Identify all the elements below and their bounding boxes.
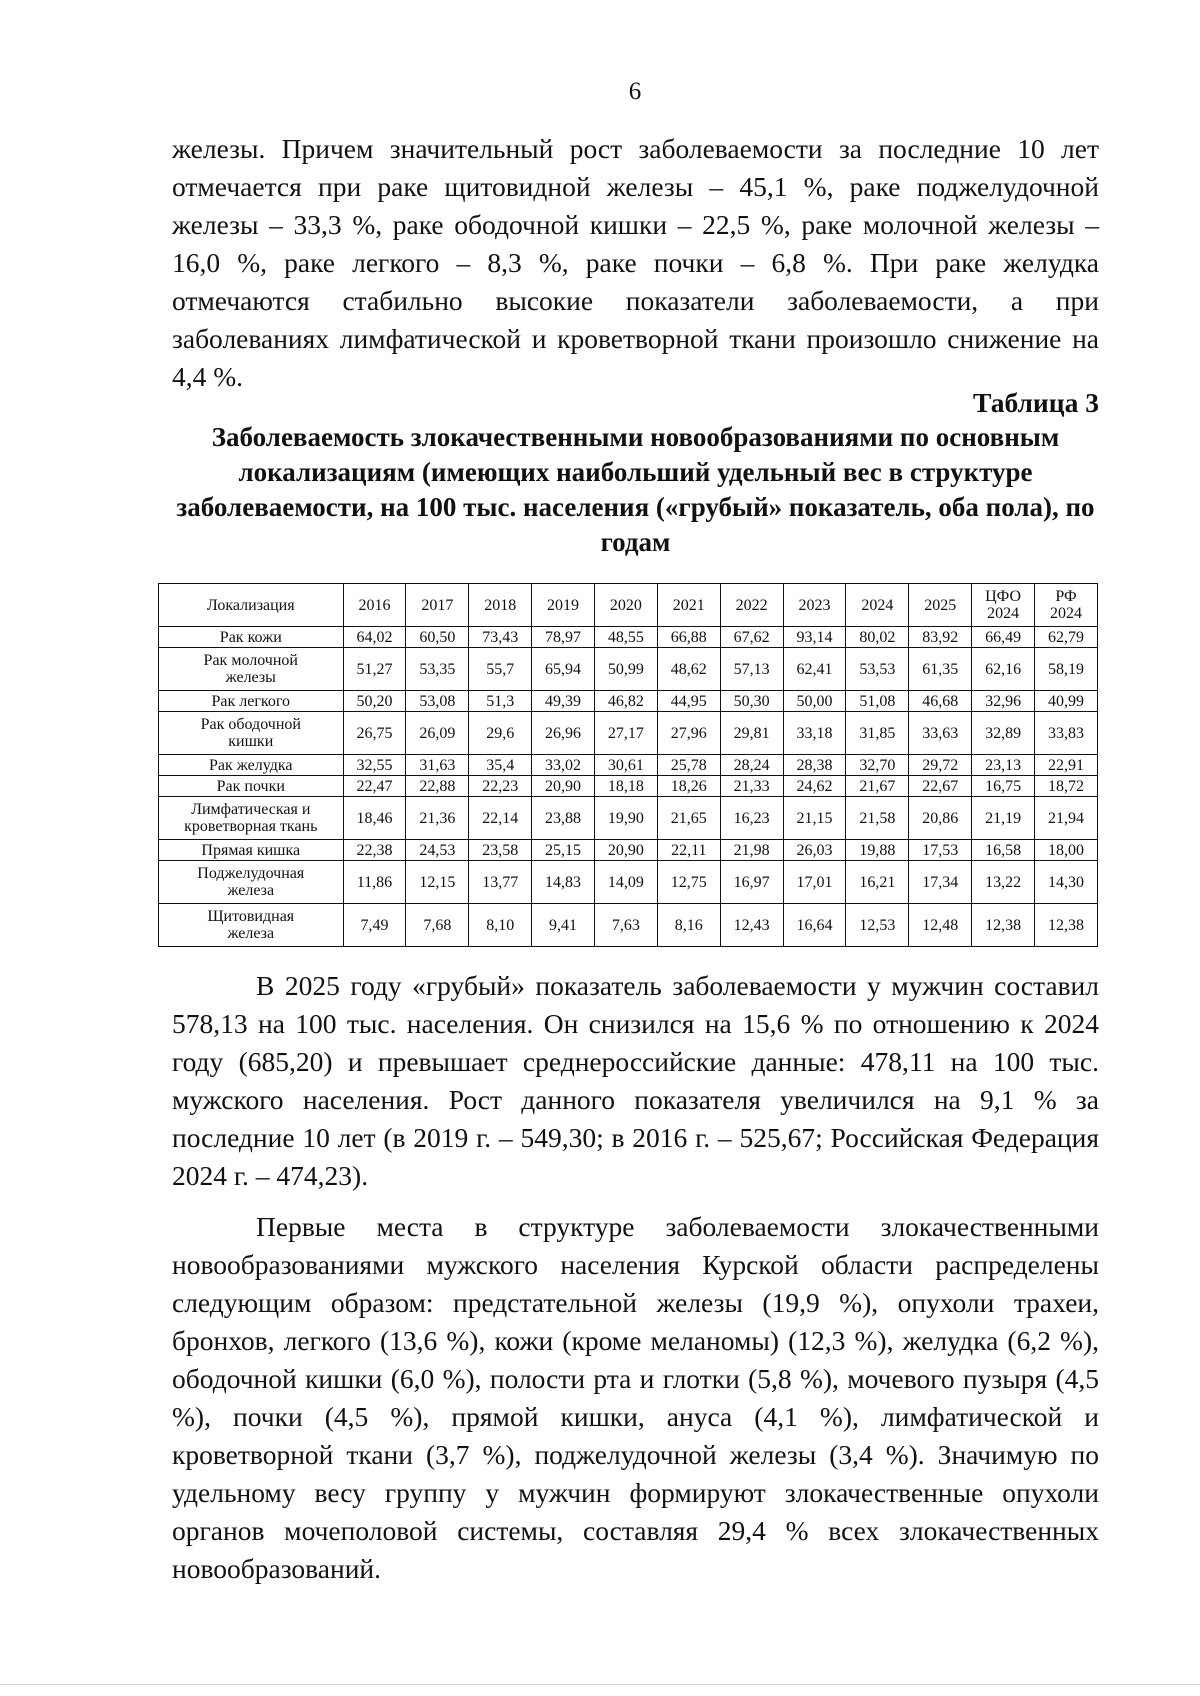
table-cell: 21,58 [846,797,909,840]
header-rf-line2: 2024 [1050,605,1082,622]
table-cell: 50,00 [783,691,846,712]
table-cell: 26,75 [343,712,406,755]
header-localization: Локализация [159,584,344,627]
table-cell: 73,43 [469,627,532,648]
row-localization: Рак почки [159,776,344,797]
table-cell: 26,96 [532,712,595,755]
table-cell: 21,67 [846,776,909,797]
header-year: 2020 [594,584,657,627]
header-year: 2022 [720,584,783,627]
table-row [159,861,1098,904]
table-cell: 29,72 [909,755,972,776]
table-cell: 12,38 [1035,904,1098,947]
table-cell: 62,41 [783,648,846,691]
page-edge-line [0,1684,1200,1685]
header-year: 2024 [846,584,909,627]
row-localization-line2: железа [227,882,275,899]
table-cell: 51,08 [846,691,909,712]
header-cfo [972,584,1035,627]
table-cell: 18,00 [1035,840,1098,861]
table-cell: 18,72 [1035,776,1098,797]
table-cell: 32,55 [343,755,406,776]
table-cell: 66,49 [972,627,1035,648]
header-rf-line1: РФ [1055,588,1077,605]
table-cell: 55,7 [469,648,532,691]
table-row [159,627,1098,648]
table-cell: 9,41 [532,904,595,947]
table-cell: 20,90 [532,776,595,797]
table-cell: 22,47 [343,776,406,797]
table-cell: 44,95 [657,691,720,712]
table-cell: 14,30 [1035,861,1098,904]
row-localization [159,797,344,840]
table-cell: 66,88 [657,627,720,648]
table-cell: 50,99 [594,648,657,691]
header-year: 2019 [532,584,595,627]
table-cell: 49,39 [532,691,595,712]
table-cell: 20,86 [909,797,972,840]
row-localization [159,904,344,947]
table-cell: 61,35 [909,648,972,691]
table-cell: 93,14 [783,627,846,648]
table-row [159,797,1098,840]
table-cell: 12,38 [972,904,1035,947]
row-localization [159,861,344,904]
table-cell: 21,94 [1035,797,1098,840]
table-cell: 13,77 [469,861,532,904]
table-cell: 50,20 [343,691,406,712]
table-cell: 57,13 [720,648,783,691]
row-localization: Рак легкого [159,691,344,712]
table-cell: 33,83 [1035,712,1098,755]
table-cell: 12,43 [720,904,783,947]
table-cell: 65,94 [532,648,595,691]
row-localization-line1: Рак ободочной [200,716,301,733]
table-cell: 12,53 [846,904,909,947]
paragraph-intro: железы. Причем значительный рост заболеваемости за последние 10 лет отмечается при раке щитовидной железы – 45,1 %, раке поджелудочной железы – 33,3 %, раке ободочной кишки – 22,5 %, раке молочной железы – 16,0 %, раке легкого – 8,3 %, раке почки – 6,8 %. При раке желудка отмечаются стабильно высокие показатели заболеваемости, а при заболеваниях лимфатической и кроветворной ткани произошло снижение на 4,4 %. [172,133,1099,392]
table-cell: 30,61 [594,755,657,776]
table-cell: 26,09 [406,712,469,755]
incidence-table [158,583,1098,947]
table-cell: 17,53 [909,840,972,861]
table-cell: 60,50 [406,627,469,648]
header-cfo-line2: 2024 [987,605,1020,622]
table-cell: 7,63 [594,904,657,947]
table-cell: 22,38 [343,840,406,861]
page-number: 6 [628,78,642,105]
header-cfo-line1: ЦФО [985,588,1022,605]
table-cell: 20,90 [594,840,657,861]
table-cell: 13,22 [972,861,1035,904]
header-year: 2025 [909,584,972,627]
table-cell: 31,63 [406,755,469,776]
header-year: 2018 [469,584,532,627]
table-row [159,712,1098,755]
table-header-row [159,584,1098,627]
table-cell: 8,10 [469,904,532,947]
row-localization: Рак желудка [159,755,344,776]
table-cell: 58,19 [1035,648,1098,691]
table-cell: 50,30 [720,691,783,712]
table-cell: 32,96 [972,691,1035,712]
row-localization: Прямая кишка [159,840,344,861]
table-cell: 22,88 [406,776,469,797]
table-cell: 51,3 [469,691,532,712]
table-cell: 7,49 [343,904,406,947]
table-cell: 35,4 [469,755,532,776]
table-cell: 40,99 [1035,691,1098,712]
table-cell: 33,63 [909,712,972,755]
table-cell: 16,23 [720,797,783,840]
table-cell: 21,98 [720,840,783,861]
table-cell: 27,96 [657,712,720,755]
table-cell: 21,36 [406,797,469,840]
table-cell: 23,13 [972,755,1035,776]
table-cell: 22,91 [1035,755,1098,776]
table-cell: 46,68 [909,691,972,712]
table-row [159,904,1098,947]
table-cell: 11,86 [343,861,406,904]
table-cell: 27,17 [594,712,657,755]
table-cell: 18,18 [594,776,657,797]
table-cell: 62,79 [1035,627,1098,648]
table-cell: 12,48 [909,904,972,947]
table-row [159,648,1098,691]
table-cell: 28,24 [720,755,783,776]
table-cell: 28,38 [783,755,846,776]
table-cell: 17,01 [783,861,846,904]
table-cell: 8,16 [657,904,720,947]
header-year: 2016 [343,584,406,627]
table-cell: 22,14 [469,797,532,840]
row-localization-line1: Поджелудочная [197,865,305,882]
table-label: Таблица 3 [973,387,1099,418]
table-cell: 25,78 [657,755,720,776]
table-cell: 12,75 [657,861,720,904]
table-cell: 21,15 [783,797,846,840]
table-cell: 19,90 [594,797,657,840]
table-cell: 16,97 [720,861,783,904]
table-cell: 25,15 [532,840,595,861]
table-cell: 18,26 [657,776,720,797]
table-cell: 14,09 [594,861,657,904]
table-cell: 80,02 [846,627,909,648]
table-cell: 16,21 [846,861,909,904]
table-cell: 16,58 [972,840,1035,861]
table-cell: 29,81 [720,712,783,755]
table-cell: 46,82 [594,691,657,712]
row-localization-line1: Рак молочной [203,652,298,669]
table-cell: 83,92 [909,627,972,648]
row-localization-line1: Лимфатическая и [191,801,311,818]
table-cell: 78,97 [532,627,595,648]
table-cell: 53,35 [406,648,469,691]
table-cell: 21,33 [720,776,783,797]
table-row [159,691,1098,712]
row-localization-line2: кишки [228,733,274,750]
table-cell: 67,62 [720,627,783,648]
table-cell: 21,19 [972,797,1035,840]
row-localization [159,648,344,691]
row-localization-line2: железы [225,669,276,686]
row-localization-line2: железа [227,925,275,942]
table-cell: 19,88 [846,840,909,861]
table-cell: 22,11 [657,840,720,861]
row-localization [159,712,344,755]
table-cell: 21,65 [657,797,720,840]
table-row [159,776,1098,797]
row-localization-line1: Щитовидная [207,908,295,925]
table-cell: 53,53 [846,648,909,691]
row-localization: Рак кожи [159,627,344,648]
table-cell: 24,53 [406,840,469,861]
table-cell: 62,16 [972,648,1035,691]
table-title: Заболеваемость злокачественными новообразованиями по основным локализациям (имеющих наибольший удельный вес в структуре заболеваемости, на 100 тыс. населения («грубый» показатель, оба пола), по годам [176,422,1095,557]
table-cell: 16,64 [783,904,846,947]
table-cell: 17,34 [909,861,972,904]
table-row [159,840,1098,861]
table-row [159,755,1098,776]
table-cell: 33,02 [532,755,595,776]
table-cell: 32,89 [972,712,1035,755]
header-rf [1035,584,1098,627]
table-cell: 24,62 [783,776,846,797]
table-cell: 32,70 [846,755,909,776]
table-cell: 16,75 [972,776,1035,797]
header-year: 2017 [406,584,469,627]
table-cell: 18,46 [343,797,406,840]
row-localization-line2: кроветворная ткань [184,818,318,835]
table-cell: 22,67 [909,776,972,797]
paragraph-structure: Первые места в структуре заболеваемости злокачественными новообразованиями мужского населения Курской области распределены следующим образом: предстательной железы (19,9 %), опухоли трахеи, бронхов, легкого (13,6 %), кожи (кроме меланомы) (12,3 %), желудка (6,2 %), ободочной кишки (6,0 %), полости рта и глотки (5,8 %), мочевого пузыря (4,5 %), почки (4,5 %), прямой кишки, ануса (4,1 %), лимфатической и кроветворной ткани (3,7 %), поджелудочной железы (3,4 %). Значимую по удельному весу группу у мужчин формируют злокачественные опухоли органов мочеполовой системы, составляя 29,4 % всех злокачественных новообразований. [172,1211,1099,1584]
table-cell: 48,62 [657,648,720,691]
table-cell: 64,02 [343,627,406,648]
table-cell: 53,08 [406,691,469,712]
table-cell: 23,88 [532,797,595,840]
table-cell: 29,6 [469,712,532,755]
table-cell: 23,58 [469,840,532,861]
table-cell: 51,27 [343,648,406,691]
table-cell: 33,18 [783,712,846,755]
header-year: 2021 [657,584,720,627]
table-cell: 26,03 [783,840,846,861]
table-cell: 31,85 [846,712,909,755]
paragraph-men-incidence: В 2025 году «грубый» показатель заболеваемости у мужчин составил 578,13 на 100 тыс. населения. Он снизился на 15,6 % по отношению к 2024 году (685,20) и превышает среднероссийские данные: 478,11 на 100 тыс. мужского населения. Рост данного показателя увеличился на 9,1 % за последние 10 лет (в 2019 г. – 549,30; в 2016 г. – 525,67; Российская Федерация 2024 г. – 474,23). [172,970,1099,1191]
table-cell: 12,15 [406,861,469,904]
header-year: 2023 [783,584,846,627]
table-cell: 14,83 [532,861,595,904]
table-cell: 22,23 [469,776,532,797]
table-cell: 7,68 [406,904,469,947]
table-cell: 48,55 [594,627,657,648]
